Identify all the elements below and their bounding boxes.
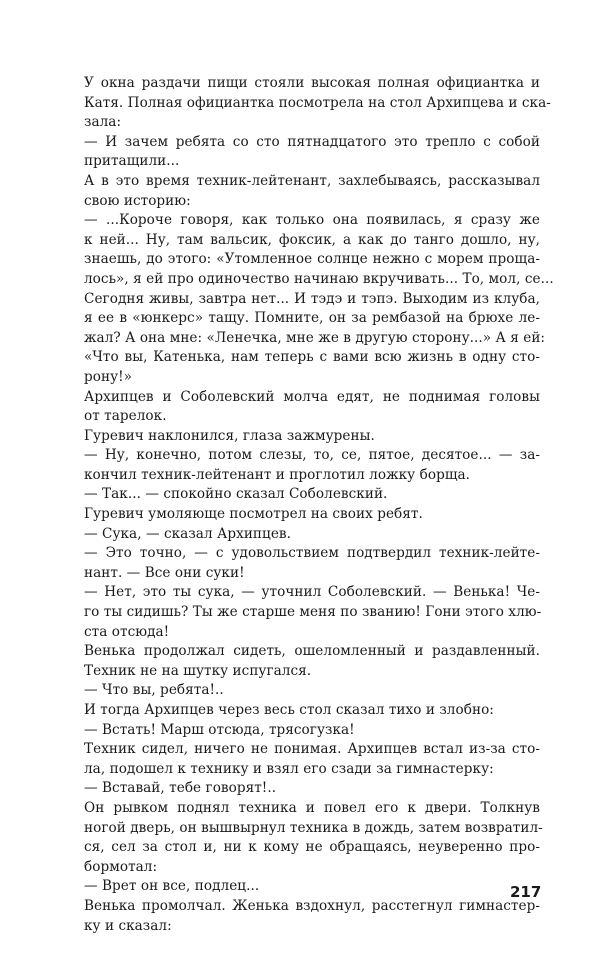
text-line: Он рывком поднял техника и повел его к двери. Толкнув xyxy=(84,799,540,816)
text-line: — Нет, это ты сука, — уточнил Соболевский. — Венька! Че- xyxy=(84,584,540,601)
text-line: притащили... xyxy=(84,153,180,170)
text-line: Катя. Полная официантка посмотрела на стол Архипцева и ска- xyxy=(84,94,551,111)
text-line: У окна раздачи пищи стояли высокая полная официантка и xyxy=(84,75,540,91)
text-line: от тарелок. xyxy=(84,408,167,425)
page-number: 217 xyxy=(510,883,542,901)
text-line: свою историю: xyxy=(84,192,191,209)
text-line: нант. — Все они суки! xyxy=(84,564,245,581)
text-line: Гуревич наклонился, глаза зажмурены. xyxy=(84,427,375,444)
text-line: — Встать! Марш отсюда, трясогузка! xyxy=(84,721,355,738)
text-line: я ее в «юнкерс» тащу. Помните, он за рембазой на брюхе ле- xyxy=(84,310,540,327)
text-line: И тогда Архипцев через весь стол сказал тихо и злобно: xyxy=(84,702,494,718)
text-line: — Сука, — сказал Архипцев. xyxy=(84,525,292,542)
text-line: Техник сидел, ничего не понимая. Архипцев встал из-за сто- xyxy=(84,741,540,758)
text-line: ся, сел за стол и, ни к кому не обращаясь, неуверенно про- xyxy=(84,839,540,856)
text-line: Архипцев и Соболевский молча едят, не поднимая головы xyxy=(84,388,540,405)
text-line: ла, подошел к технику и взял его сзади за гимнастерку: xyxy=(84,760,494,777)
text-line: Гуревич умоляюще посмотрел на своих ребят. xyxy=(84,506,423,523)
text-line: го ты сидишь? Ты же старше меня по званию! Гони этого хлю- xyxy=(84,604,542,621)
text-line: зала: xyxy=(84,114,122,131)
text-line: — Ну, конечно, потом слезы, то, се, пятое, десятое... — за- xyxy=(84,447,540,464)
text-line: жал? А она мне: «Ленечка, мне же в другую сторону...» А я ей: xyxy=(84,329,546,346)
text-line: Венька промолчал. Женька вздохнул, расстегнул гимнастер- xyxy=(84,897,540,914)
body-text xyxy=(84,74,554,936)
text-line: бормотал: xyxy=(84,858,158,875)
text-line: — Врет он все, подлец... xyxy=(84,878,260,895)
text-line: — ...Короче говоря, как только она появилась, я сразу же xyxy=(84,212,540,229)
text-line: Техник не на шутку испугался. xyxy=(84,662,312,679)
text-line: — Вставай, тебе говорят!.. xyxy=(84,780,277,797)
text-line: «Что вы, Катенька, нам теперь с вами всю жизнь в одну сто- xyxy=(84,349,540,366)
text-line: лось», я ей про одиночество начинаю вкручивать... То, мол, се... xyxy=(84,270,554,287)
text-line: — Это точно, — с удовольствием подтвердил техник-лейте- xyxy=(84,545,540,562)
text-line: Венька продолжал сидеть, ошеломленный и раздавленный. xyxy=(84,643,540,660)
text-line: — Что вы, ребята!.. xyxy=(84,682,224,699)
text-line: рону!» xyxy=(84,368,133,385)
text-line: знаешь, до этого: «Утомленное солнце нежно с морем проща- xyxy=(84,251,540,268)
text-line: ку и сказал: xyxy=(84,917,172,934)
text-line: ста отсюда! xyxy=(84,623,170,640)
text-line: — Так... — спокойно сказал Соболевский. xyxy=(84,486,388,503)
text-line: Сегодня живы, завтра нет... И тэдэ и тэпэ. Выходим из клуба, xyxy=(84,290,540,307)
text-line: кончил техник-лейтенант и проглотил ложку борща. xyxy=(84,466,471,483)
text-line: — И зачем ребята со сто пятнадцатого это трепло с собой xyxy=(84,133,540,150)
text-line: к ней... Ну, там вальсик, фоксик, а как до танго дошло, ну, xyxy=(84,231,540,248)
text-line: ногой дверь, он вышвырнул техника в дождь, затем возвратил- xyxy=(84,819,543,836)
text-line: А в это время техник-лейтенант, захлебываясь, рассказывал xyxy=(84,172,540,189)
